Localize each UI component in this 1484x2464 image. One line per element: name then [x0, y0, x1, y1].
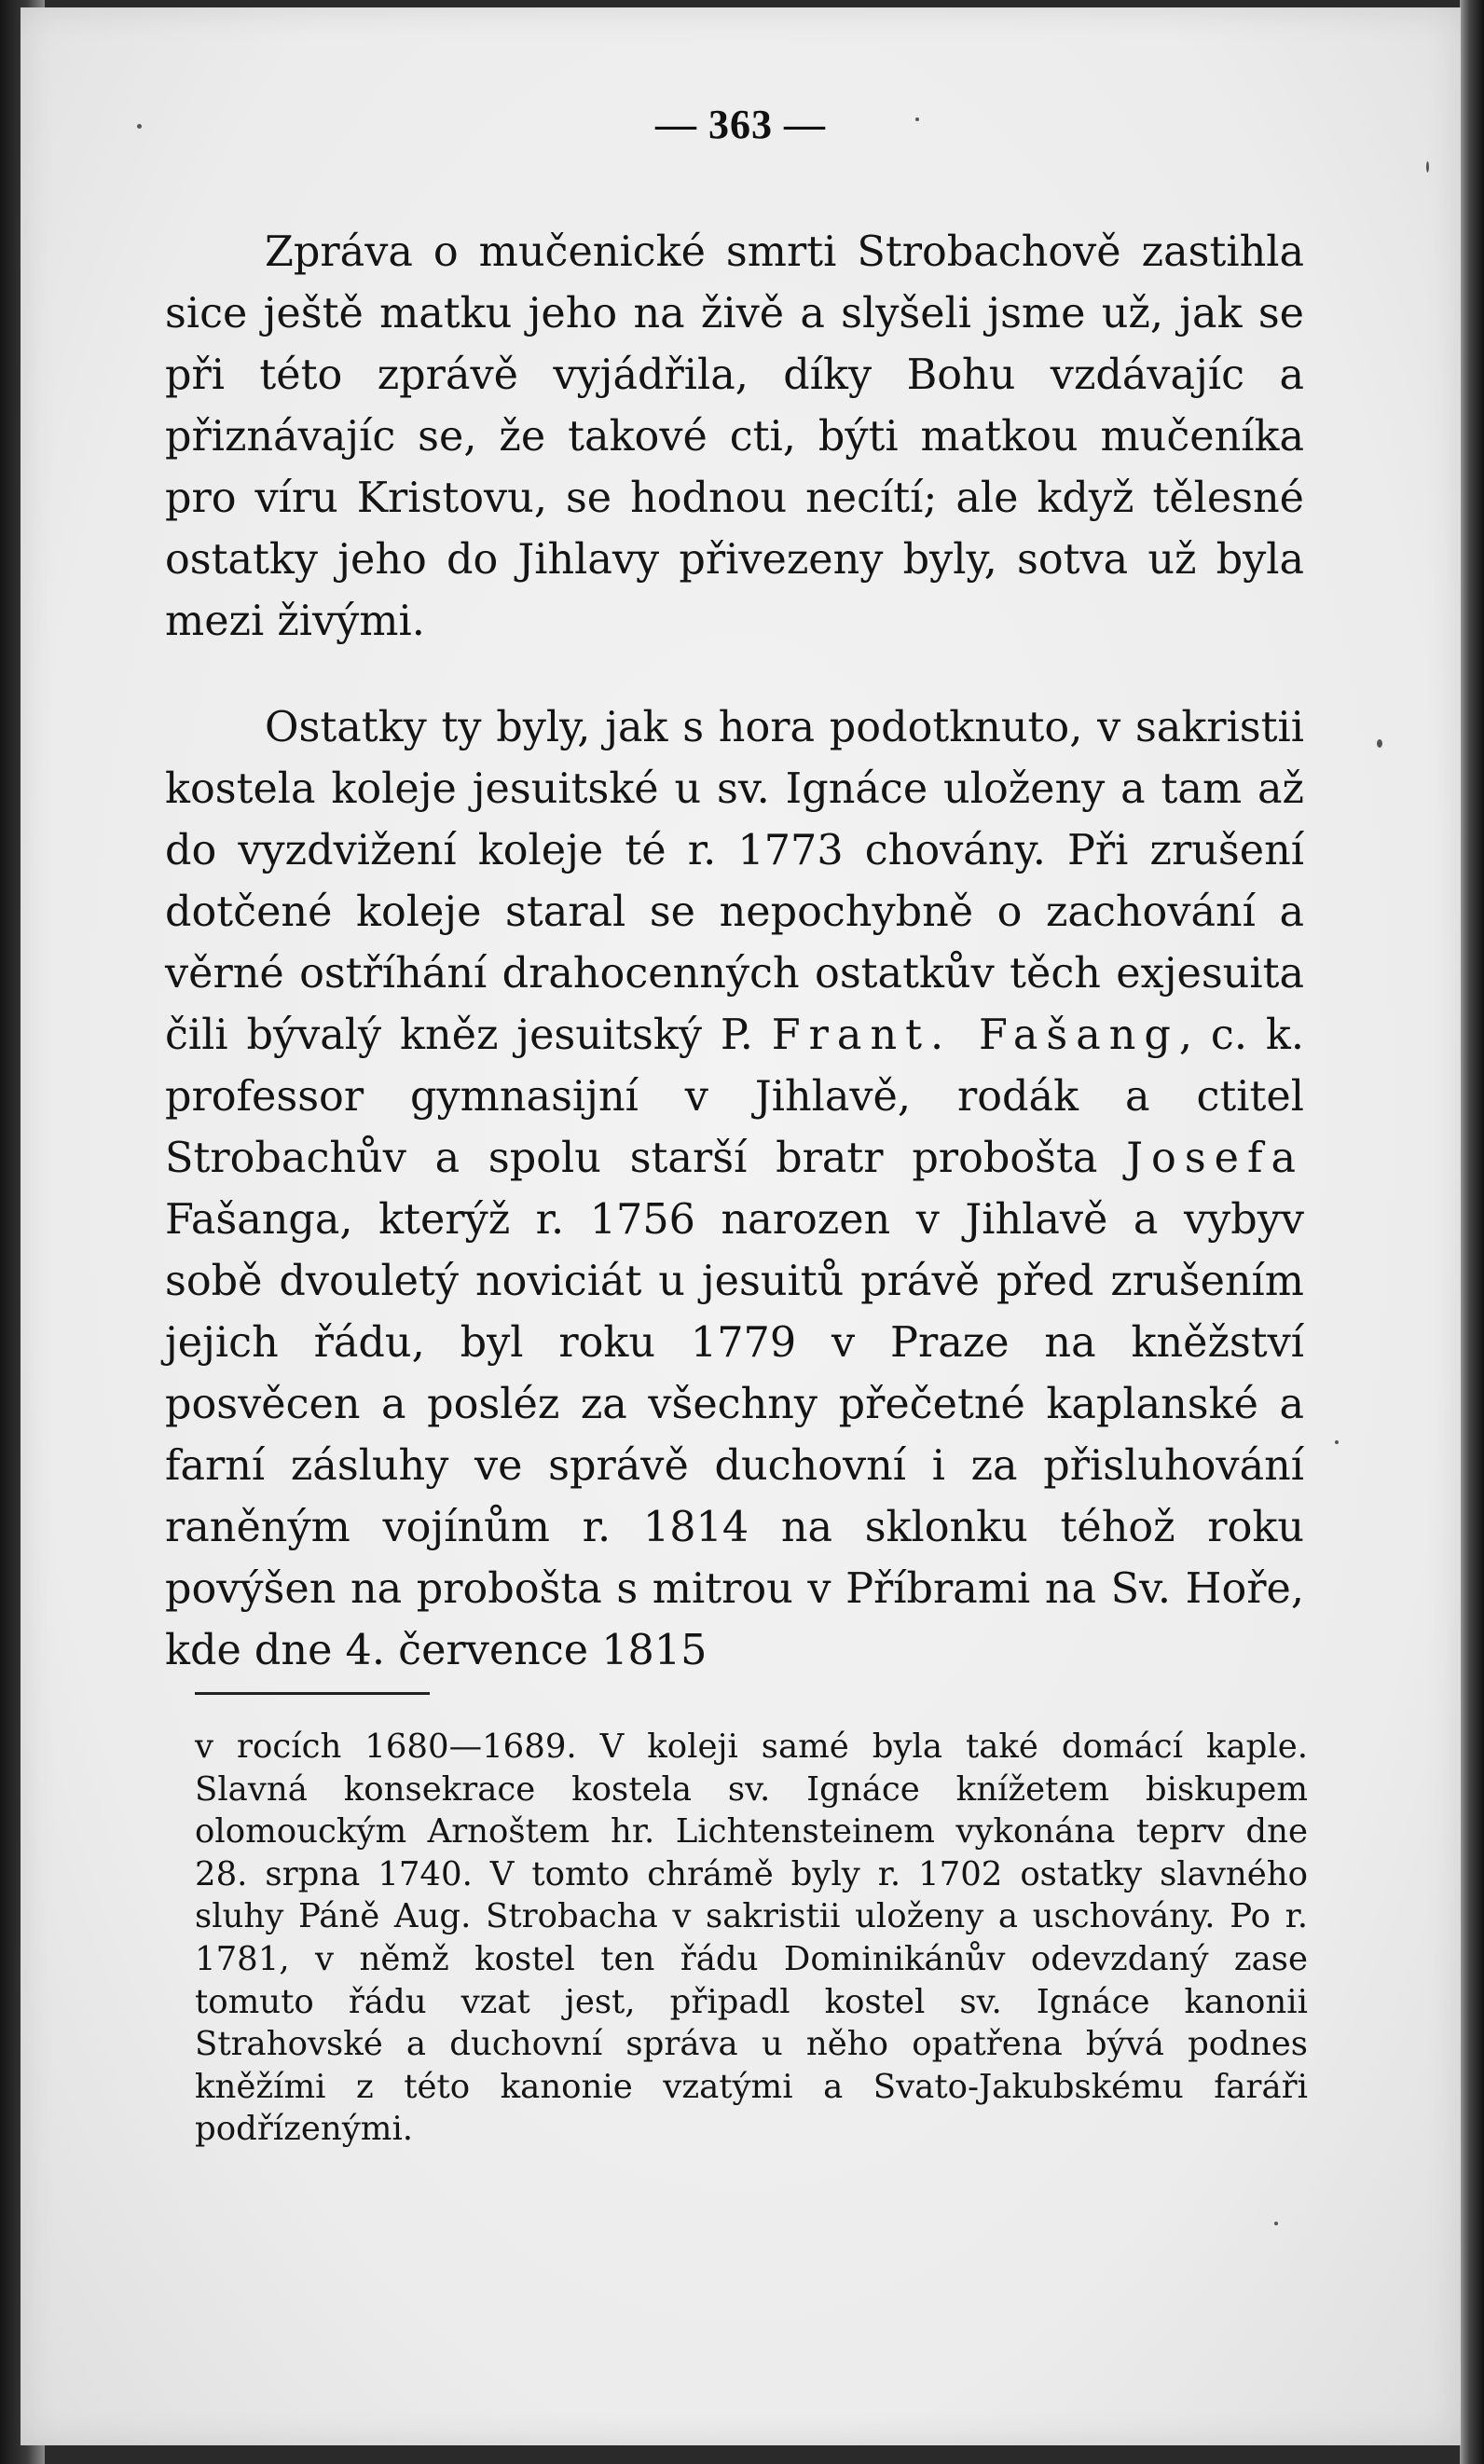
- scan-speck: [915, 117, 919, 121]
- main-text: [165, 222, 1304, 1682]
- scan-speck: [1377, 739, 1382, 748]
- scan-speck: [1335, 1440, 1339, 1444]
- paragraph-2-text-b: , c. k. professor gymnasijní v Jihlavě, rodák a ctitel Strobachův a spolu starší bratr probošta: [165, 1012, 1304, 1182]
- paragraph-1-text: Zpráva o mučenické smrti Strobachově zastihla sice ještě matku jeho na živě a slyšeli jsme už, jak se při této zprávě vyjádřila, díky Bohu vzdávajíc a přiznávajíc se, že takové cti, býti matkou mučeníka pro víru Kristovu, se hodnou necítí; ale když tělesné ostatky jeho do Jihlavy přivezeny byly, sotva už byla mezi živými.: [165, 228, 1304, 645]
- scan-speck: [137, 124, 142, 129]
- footnote-separator: [195, 1692, 430, 1695]
- paragraph-2-text-c: Fašanga, kterýž r. 1756 narozen v Jihlavě a vybyv sobě dvouletý noviciát u jesuitů právě před zrušením jejich řádu, byl roku 1779 v Praze na kněžství posvěcen a posléz za všechny přečetné kaplanské a farní zásluhy ve správě duchovní i za přisluhování raněným vojínům r. 1814 na sklonku téhož roku povýšen na probošta s mitrou v Příbrami na Sv. Hoře, kde dne 4. července 1815: [165, 1196, 1304, 1674]
- scan-right-edge: [1460, 0, 1484, 2464]
- book-page: [21, 7, 1461, 2445]
- spaced-name-josefa: Josefa: [1126, 1135, 1304, 1182]
- paragraph-1: [165, 222, 1304, 653]
- spaced-name-frant-fasang: Frant. Fašang: [771, 1012, 1179, 1059]
- scan-speck: [1426, 161, 1429, 172]
- scan-speck: [1274, 2222, 1278, 2225]
- paragraph-2: [165, 697, 1304, 1682]
- page-number: — 363 —: [655, 102, 826, 147]
- paragraph-2-text-a: Ostatky ty byly, jak s hora podotknuto, v sakristii kostela koleje jesuitské u sv. Ignáce uloženy a tam až do vyzdvižení koleje té r. 1773 chovány. Při zrušení dotčené koleje staral se nepochybně o zachování a věrné ostříhání drahocenných ostatkův těch exjesuita čili bývalý kněz jesuitský P.: [165, 704, 1304, 1059]
- footnote: v rocích 1680—1689. V koleji samé byla také domácí kaple. Slavná konsekrace kostela sv. Ignáce knížetem biskupem olomouckým Arnoštem hr. Lichtensteinem vykonána teprv dne 28. srpna 1740. V tomto chrámě byly r. 1702 ostatky slavného sluhy Páně Aug. Strobacha v sakristii uloženy a uschovány. Po r. 1781, v němž kostel ten řádu Dominikánův odevzdaný zase tomuto řádu vzat jest, připadl kostel sv. Ignáce kanonii Strahovské a duchovní správa u něho opatřena bývá podnes kněžími z této kanonie vzatými a Svato-Jakubskému faráři podřízenými.: [195, 1728, 1308, 2149]
